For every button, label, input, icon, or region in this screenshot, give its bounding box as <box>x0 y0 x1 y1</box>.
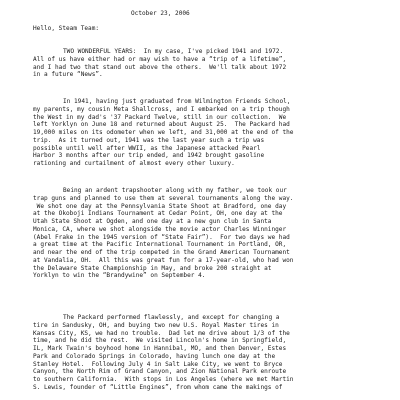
paragraph-line: tire in Sandusky, OH, and buying two new U.S. Royal Master tires in <box>33 321 279 329</box>
paragraph-line: a great time at the Pacific International Tournament in Portland, OR, <box>33 241 287 249</box>
paragraph-line: the West in my dad's '37 Packard Twelve, still in our collection. We <box>33 113 287 121</box>
paragraph-line: S. Lewis, founder of “Little Engines”, from whom came the makings of <box>33 383 283 391</box>
paragraph-line: at Vandalia, OH. All this was great fun for a 17-year-old, who had won <box>33 256 294 264</box>
paragraph-line: left Yorklyn on June 18 and returned about August 25. The Packard had <box>33 121 290 129</box>
paragraph-line: time, and he did the rest. We visited Lincoln's home in Springfield, <box>33 337 287 345</box>
paragraph-line: IL, Mark Twain's boyhood home in Hannibal, MO, and then Denver, Estes <box>33 345 287 352</box>
paragraph-1 <box>33 48 393 79</box>
paragraph-line: at the Okoboji Indians Tournament at Cedar Point, OH, one day at the <box>33 210 283 218</box>
paragraph-line: We shot one day at the Pennsylvania State Shoot at Bradford, one day <box>33 202 287 210</box>
paragraph-line: trip. As it turned out, 1941 was the last year such a trip was <box>33 136 265 144</box>
paragraph-line: in a future “News”. <box>33 71 103 79</box>
paragraph-4 <box>33 314 393 392</box>
paragraph-line: Canyon, the North Rim of Grand Canyon, and Zion National Park enroute <box>33 368 287 376</box>
paragraph-line: possible until well after WWII, as the Japanese attacked Pearl <box>33 144 261 152</box>
paragraph-line: rationing and curtailment of almost every other luxury. <box>33 160 235 167</box>
paragraph-line: and I had two that stand out above the others. We'll talk about 1972 <box>33 63 287 71</box>
paragraph-line: trap guns and planned to use them at several tournaments along the way. <box>33 194 294 202</box>
paragraph-line: (Abel Frake in the 1945 version of “State Fair”). For two days we had <box>33 233 290 241</box>
paragraph-line: to southern California. With stops in Los Angeles (where we met Martin <box>33 376 294 383</box>
paragraph-line: Park and Colorado Springs in Colorado, having lunch one day at the <box>33 352 276 360</box>
paragraph-3 <box>33 187 393 280</box>
paragraph-line: the Delaware State Championship in May, and broke 200 straight at <box>33 264 272 272</box>
paragraph-line: Stanley Hotel. Following July 4 in Salt Lake City, we went to Bryce <box>33 360 283 368</box>
paragraph-line: Utah State Shoot at Ogden, and one day at a new gun club in Santa <box>33 218 272 225</box>
paragraph-line: Kansas City, KS, we had no trouble. Dad let me drive about 1/3 of the <box>33 329 290 337</box>
paragraph-2 <box>33 98 393 168</box>
letter-salutation: Hello, Steam Team: <box>33 25 100 32</box>
paragraph-line: 19,000 miles on its odometer when we left, and 31,000 at the end of the <box>33 129 294 136</box>
paragraph-line: In 1941, having just graduated from Wilmington Friends School, <box>63 98 291 105</box>
paragraph-line: All of us have either had or may wish to have a “trip of a lifetime”, <box>33 55 287 63</box>
paragraph-line: my parents, my cousin Meta Shallcross, and I embarked on a trip though <box>33 105 290 113</box>
paragraph-line: Monica, CA, where we shot alongside the movie actor Charles Winninger <box>33 225 287 233</box>
paragraph-line: Harbor 3 months after our trip ended, and 1942 brought gasoline <box>33 152 265 160</box>
letter-date: October 23, 2006 <box>131 10 190 17</box>
paragraph-line: Yorklyn to win the “Brandywine” on September 4. <box>33 272 206 280</box>
paragraph-line: Being an ardent trapshooter along with my father, we took our <box>63 187 287 194</box>
paragraph-line: TWO WONDERFUL YEARS: In my case, I've picked 1941 and 1972. <box>63 48 284 55</box>
paragraph-line: and near the end of the trip competed in the Grand American Tournament <box>33 249 290 256</box>
paragraph-line: The Packard performed flawlessly, and except for changing a <box>63 314 280 321</box>
